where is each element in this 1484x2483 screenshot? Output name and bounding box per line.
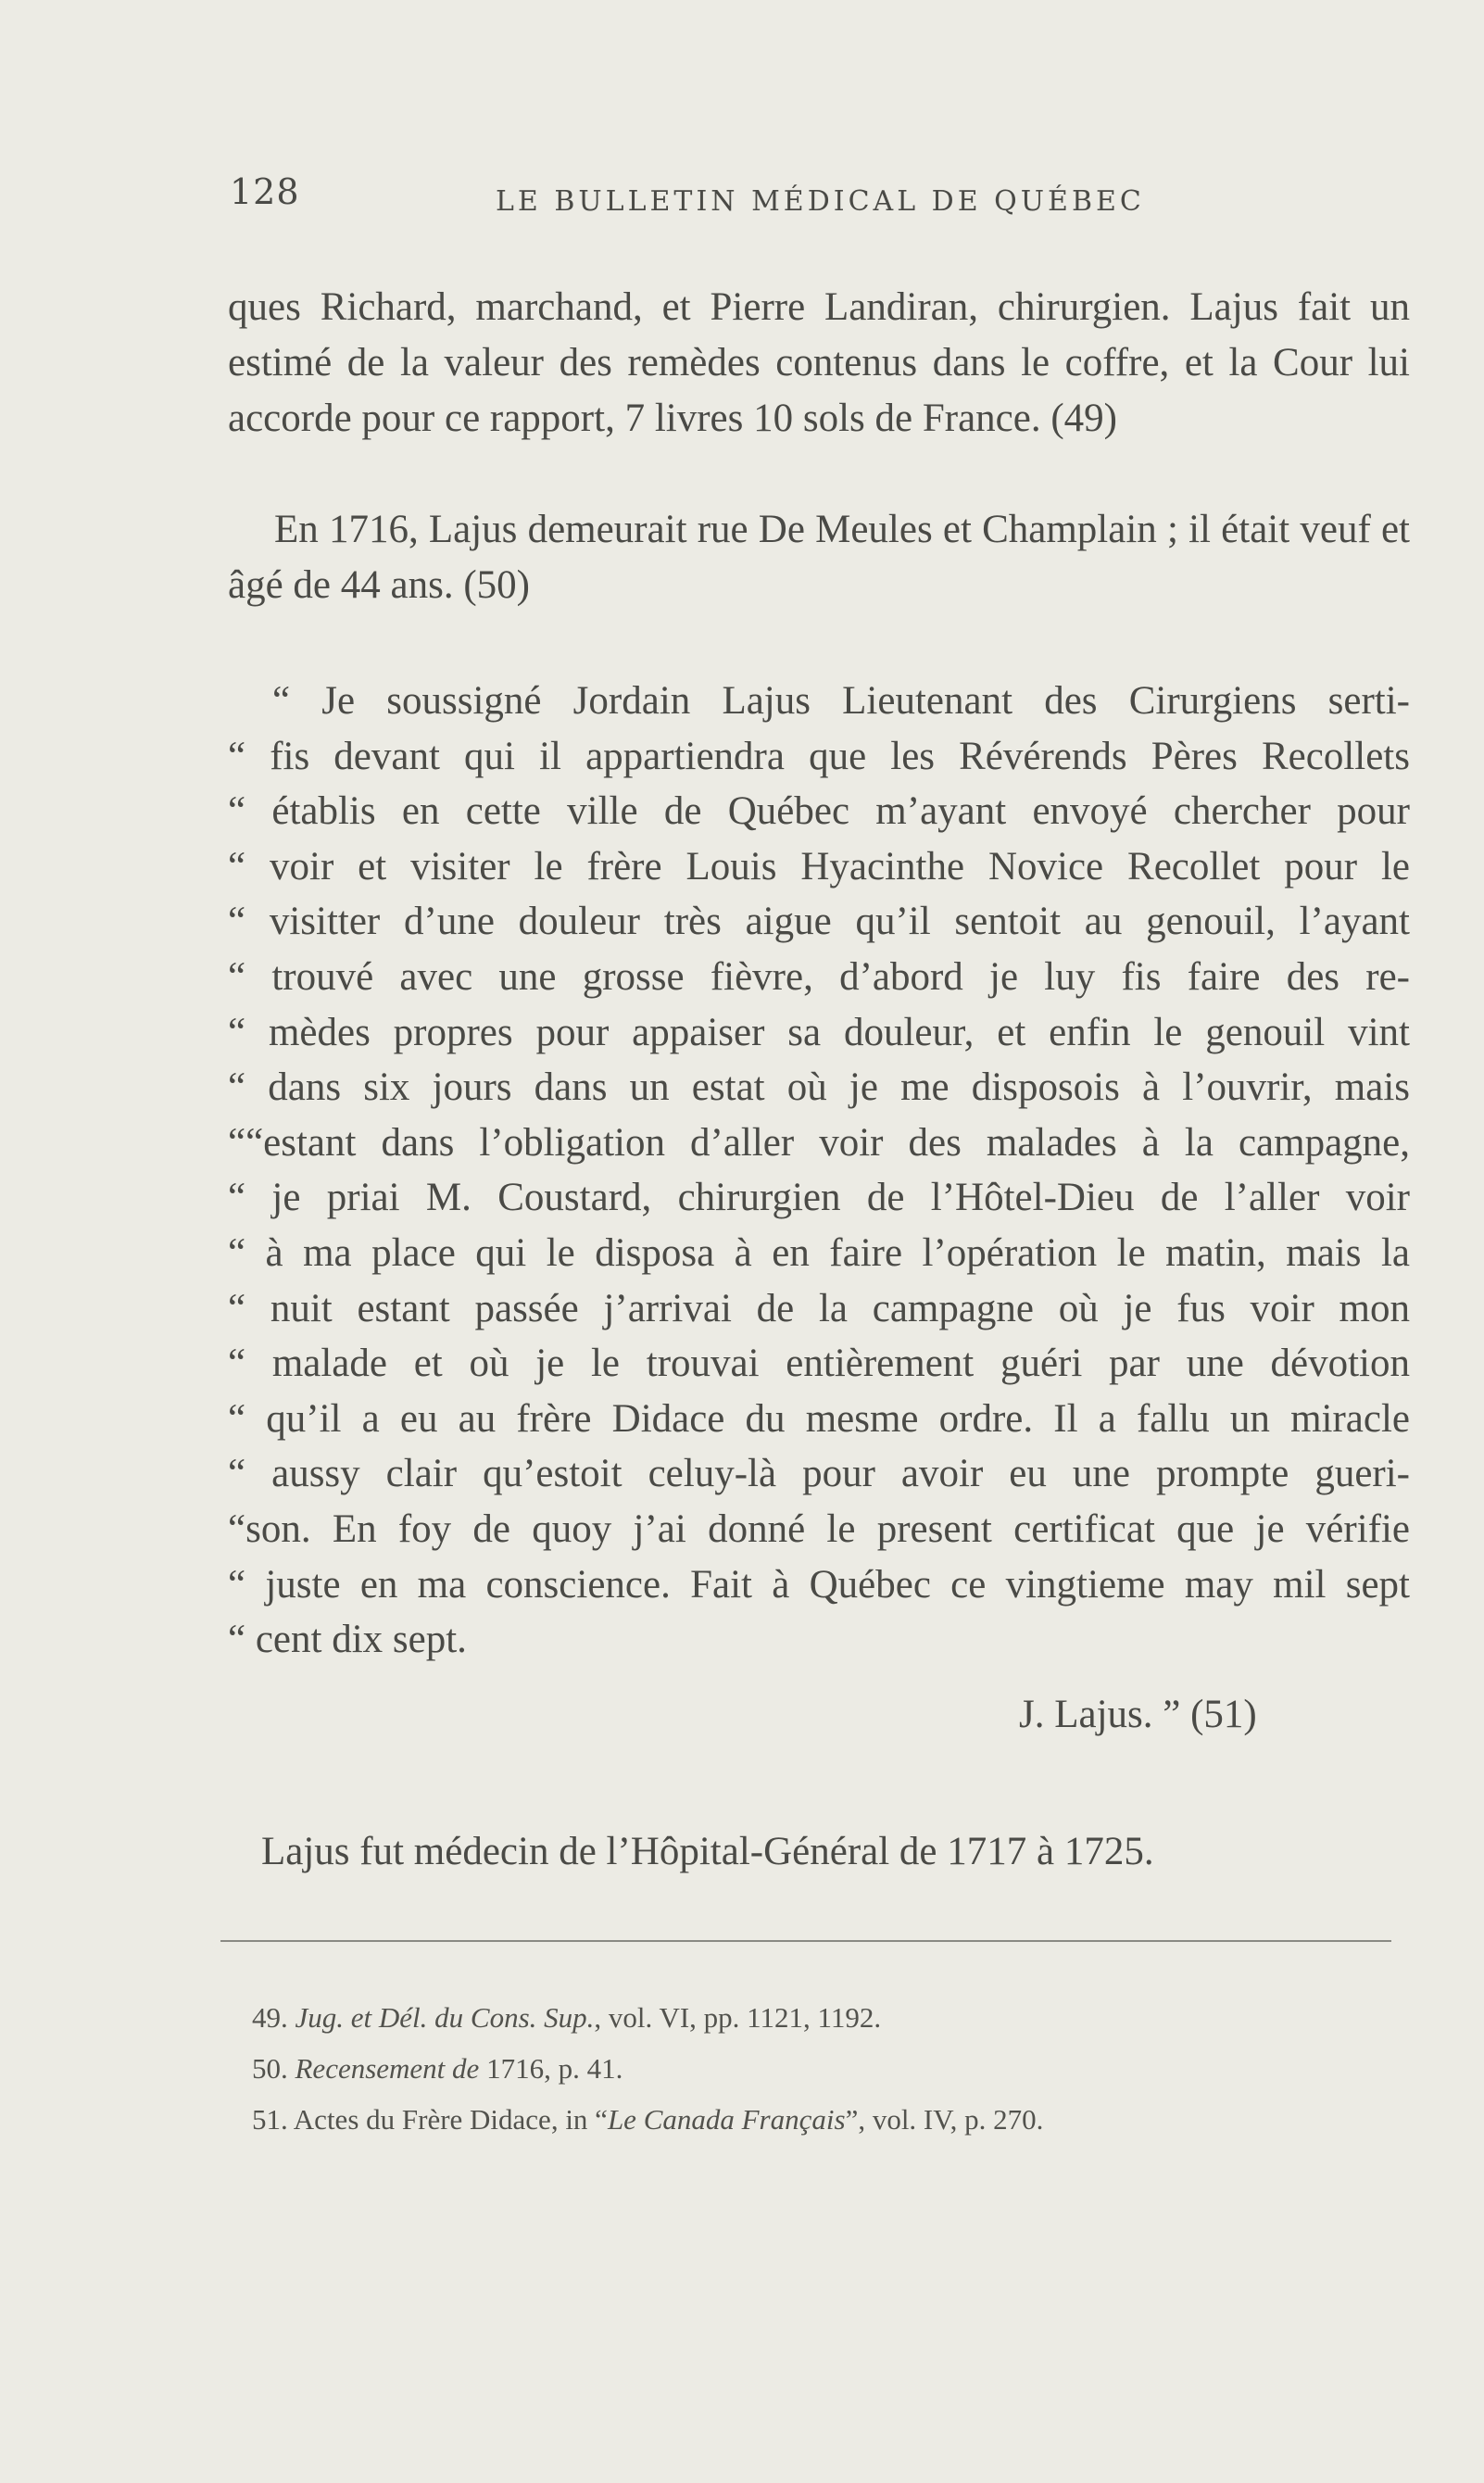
certificate-line: “ cent dix sept. [228,1618,467,1662]
certificate-line: “ juste en ma conscience. Fait à Québec ce vingtieme may mil sept [228,1562,1410,1607]
certificate-line: “ à ma place qui le disposa à en faire l’opération le matin, mais la [228,1230,1410,1275]
paragraph-2 [228,502,1410,613]
footnote-number: 49. [252,2001,288,2034]
page-number: 128 [230,171,300,212]
certificate-line: “ Je soussigné Jordain Lajus Lieutenant des Cirurgiens serti- [272,679,1410,723]
footnote-51 [252,2094,1043,2145]
footnote-number: 50. [252,2052,288,2085]
certificate-line: “ mèdes propres pour appaiser sa douleur, et enfin le genouil vint [228,1010,1410,1054]
footnote-prefix: Actes du Frère Didace, in “ [293,2103,608,2136]
certificate-line: “ visitter d’une douleur très aigue qu’il sentoit au genouil, l’ayant [228,900,1410,944]
paragraph-1: ques Richard, marchand, et Pierre Landiran, chirurgien. Lajus fait un estimé de la valeur des remèdes contenus dans le coffre, et la Cour lui accorde pour ce rapport, 7 livres 10 sols de France. (49) [228,285,1410,440]
footnote-number: 51. [252,2103,288,2136]
certificate-line: “ fis devant qui il appartiendra que les Révérends Pères Recollets [228,734,1410,778]
signature: J. Lajus. ” (51) [1019,1693,1257,1736]
certificate-line: “ nuit estant passée j’arrivai de la campagne où je fus voir mon [228,1286,1410,1330]
certificate-line: “ voir et visiter le frère Louis Hyacinthe Novice Recollet pour le [228,844,1410,889]
certificate-line: “ qu’il a eu au frère Didace du mesme ordre. Il a fallu un miracle [228,1396,1410,1441]
footnote-source: Le Canada Français [607,2103,846,2136]
certificate-line: “ trouvé avec une grosse fièvre, d’abord je luy fis faire des re- [228,954,1410,999]
running-title: LE BULLETIN MÉDICAL DE QUÉBEC [496,185,1145,218]
footnote-divider [220,1940,1391,1942]
footnote-details: 1716, p. 41. [479,2052,623,2085]
closing-sentence: Lajus fut médecin de l’Hôpital-Général de 1717 à 1725. [261,1830,1154,1873]
footnote-50 [252,2043,1043,2094]
certificate-line: ““estant dans l’obligation d’aller voir des malades à la campagne, [228,1120,1410,1165]
certificate-line: “ je priai M. Coustard, chirurgien de l’Hôtel-Dieu de l’aller voir [228,1176,1410,1220]
certificate-quote [228,674,1410,1668]
certificate-line: “ dans six jours dans un estat où je me disposois à l’ouvrir, mais [228,1065,1410,1110]
footnote-details: ”, vol. IV, p. 270. [845,2103,1044,2136]
footnote-source: Recensement de [295,2052,480,2085]
footnote-details: , vol. VI, pp. 1121, 1192. [594,2001,882,2034]
certificate-line: “ établis en cette ville de Québec m’ayant envoyé chercher pour [228,789,1410,834]
footnote-49 [252,1992,1043,2043]
footnote-source: Jug. et Dél. du Cons. Sup. [295,2001,595,2034]
footnotes [252,1992,1043,2145]
certificate-line: “ malade et où je le trouvai entièrement guéri par une dévotion [228,1342,1410,1386]
certificate-line: “ aussy clair qu’estoit celuy-là pour avoir eu une prompte gueri- [228,1452,1410,1496]
certificate-line: “son. En foy de quoy j’ai donné le present certificat que je vérifie [228,1506,1410,1551]
paragraph-2-text: En 1716, Lajus demeurait rue De Meules et Champlain ; il était veuf et âgé de 44 ans. (50) [228,508,1410,607]
